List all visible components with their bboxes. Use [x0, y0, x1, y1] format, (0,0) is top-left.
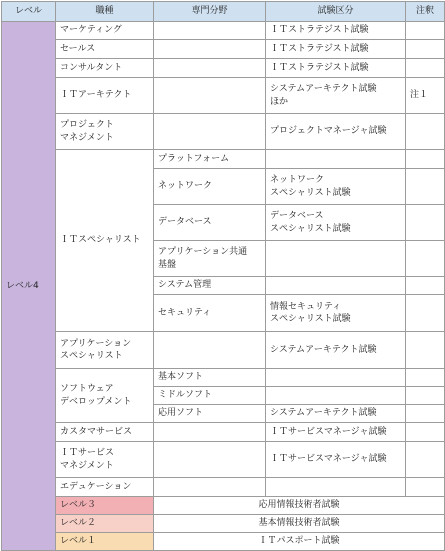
level-1-exam: ＩＴパスポート試験 — [154, 533, 445, 551]
exam-info-security-specialist: 情報セキュリティ スペシャリスト試験 — [266, 295, 406, 332]
level-1-cell: レベル１ — [56, 533, 154, 551]
field-empty — [154, 59, 266, 78]
skill-level-table — [1, 1, 445, 551]
exam-database-specialist: データベース スペシャリスト試験 — [266, 205, 406, 241]
level-2-cell: レベル２ — [56, 515, 154, 533]
field-system-management: システム管理 — [154, 277, 266, 295]
exam-project-manager: プロジェクトマネージャ試験 — [266, 114, 406, 150]
level-2-row — [2, 515, 445, 533]
exam-strategist: ＩＴストラテジスト試験 — [266, 40, 406, 59]
level-2-exam: 基本情報技術者試験 — [154, 515, 445, 533]
note-empty — [406, 205, 445, 241]
note-empty — [406, 150, 445, 169]
exam-it-service-manager: ＩＴサービスマネージャ試験 — [266, 423, 406, 442]
note-empty — [406, 169, 445, 205]
table-row — [2, 369, 445, 387]
table-row — [2, 78, 445, 114]
note-empty — [406, 40, 445, 59]
field-network: ネットワーク — [154, 169, 266, 205]
field-empty — [154, 442, 266, 478]
header-job: 職種 — [56, 2, 154, 22]
note-empty — [406, 277, 445, 295]
note-empty — [406, 22, 445, 40]
table-row — [2, 22, 445, 40]
level-4-cell: レベル4 — [2, 22, 56, 551]
note-empty — [406, 387, 445, 405]
note-empty — [406, 423, 445, 442]
note-empty — [406, 241, 445, 277]
exam-system-architect-etc: システムアーキテクト試験 ほか — [266, 78, 406, 114]
field-middleware: ミドルソフト — [154, 387, 266, 405]
note-empty — [406, 295, 445, 332]
field-empty — [154, 78, 266, 114]
field-empty — [154, 332, 266, 369]
exam-system-architect: システムアーキテクト試験 — [266, 332, 406, 369]
note-empty — [406, 332, 445, 369]
field-application-software: 応用ソフト — [154, 405, 266, 423]
field-empty — [154, 114, 266, 150]
table-row — [2, 59, 445, 78]
exam-empty — [266, 369, 406, 387]
field-basic-software: 基本ソフト — [154, 369, 266, 387]
table-row — [2, 150, 445, 169]
job-application-specialist: アプリケーション スペシャリスト — [56, 332, 154, 369]
field-platform: プラットフォーム — [154, 150, 266, 169]
table-row — [2, 114, 445, 150]
header-level: レベル — [2, 2, 56, 22]
job-project-management: プロジェクト マネジメント — [56, 114, 154, 150]
field-security: セキュリティ — [154, 295, 266, 332]
exam-empty — [266, 387, 406, 405]
exam-system-architect: システムアーキテクト試験 — [266, 405, 406, 423]
field-empty — [154, 423, 266, 442]
header-row — [2, 2, 445, 22]
exam-empty — [266, 277, 406, 295]
note-empty — [406, 59, 445, 78]
field-empty — [154, 22, 266, 40]
job-consultant: コンサルタント — [56, 59, 154, 78]
job-customer-service: カスタマサービス — [56, 423, 154, 442]
field-application-common: アプリケーション共通 基盤 — [154, 241, 266, 277]
header-field: 専門分野 — [154, 2, 266, 22]
note-1: 注１ — [406, 78, 445, 114]
job-sales: セールス — [56, 40, 154, 59]
job-marketing: マーケティング — [56, 22, 154, 40]
table-row — [2, 40, 445, 59]
note-empty — [406, 478, 445, 497]
job-it-specialist: ＩＴスペシャリスト — [56, 150, 154, 332]
job-it-service-management: ＩＴサービス マネジメント — [56, 442, 154, 478]
header-exam: 試験区分 — [266, 2, 406, 22]
table-row — [2, 442, 445, 478]
field-empty — [154, 40, 266, 59]
exam-strategist: ＩＴストラテジスト試験 — [266, 59, 406, 78]
job-software-development: ソフトウェア デベロップメント — [56, 369, 154, 423]
header-note: 注釈 — [406, 2, 445, 22]
exam-empty — [266, 478, 406, 497]
level-3-exam: 応用情報技術者試験 — [154, 497, 445, 515]
table-row — [2, 478, 445, 497]
exam-empty — [266, 150, 406, 169]
table-row — [2, 423, 445, 442]
field-empty — [154, 478, 266, 497]
exam-network-specialist: ネットワーク スペシャリスト試験 — [266, 169, 406, 205]
exam-it-service-manager: ＩＴサービスマネージャ試験 — [266, 442, 406, 478]
note-empty — [406, 405, 445, 423]
field-database: データベース — [154, 205, 266, 241]
note-empty — [406, 114, 445, 150]
job-it-architect: ＩＴアーキテクト — [56, 78, 154, 114]
exam-empty — [266, 241, 406, 277]
table-row — [2, 332, 445, 369]
level-3-cell: レベル３ — [56, 497, 154, 515]
exam-strategist: ＩＴストラテジスト試験 — [266, 22, 406, 40]
level-1-row — [2, 533, 445, 551]
note-empty — [406, 369, 445, 387]
note-empty — [406, 442, 445, 478]
job-education: エデュケーション — [56, 478, 154, 497]
level-3-row — [2, 497, 445, 515]
